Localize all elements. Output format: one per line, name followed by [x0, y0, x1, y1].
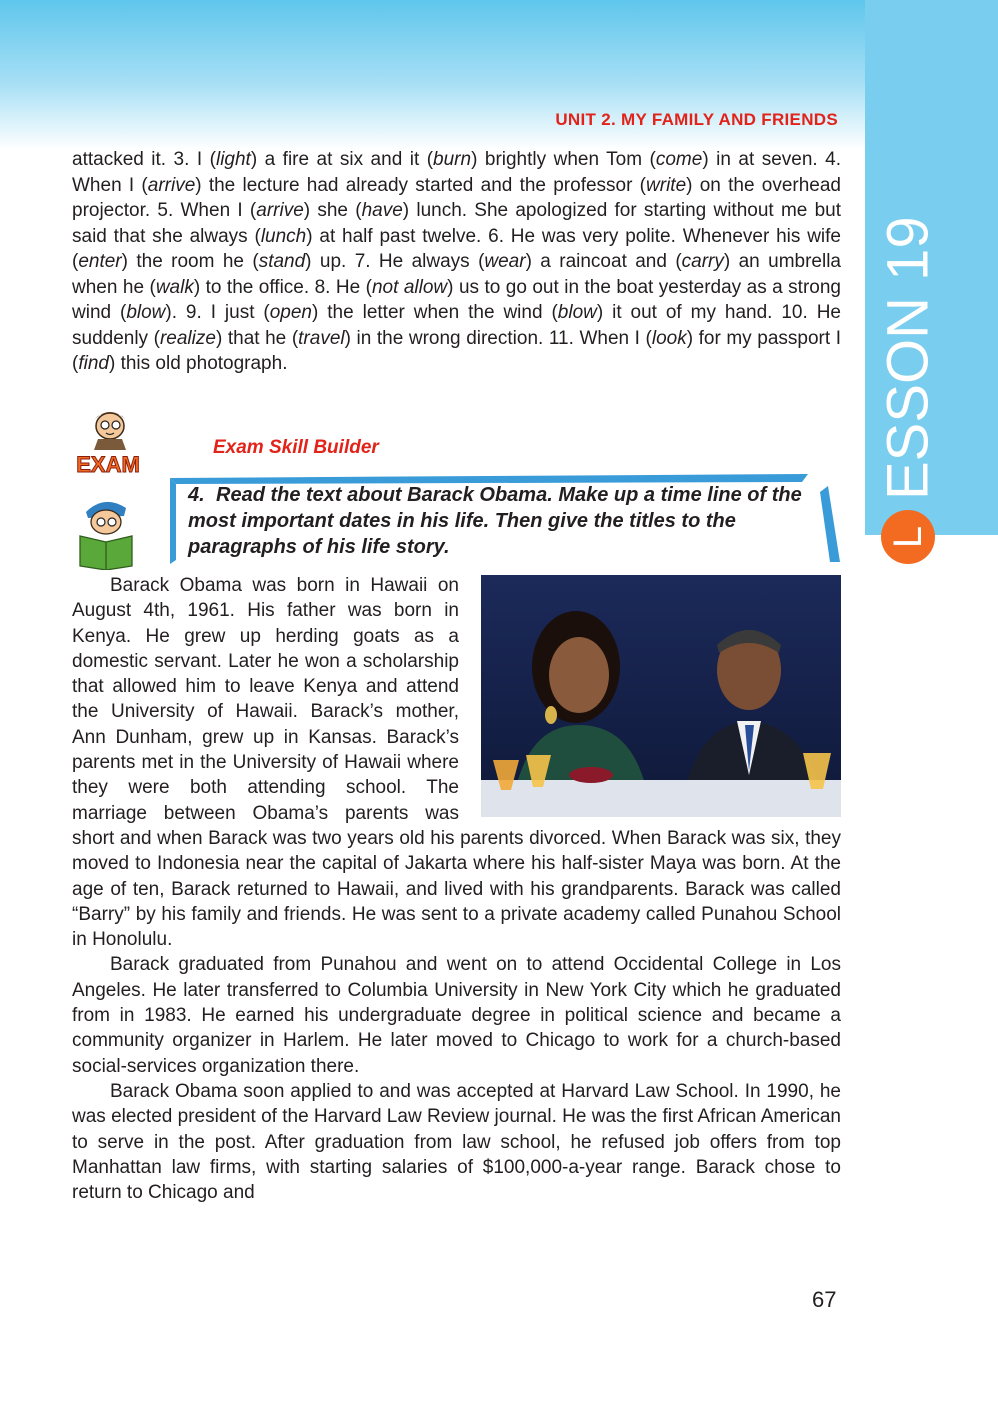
exercise-text-segment: ) this old photograph. — [108, 353, 288, 374]
exercise-text-segment: ) lunch. She apologized for starting without me but said that she always ( — [72, 200, 841, 247]
verb-prompt: look — [651, 327, 687, 349]
task-text: Read the text about Barack Obama. Make up a time line of the most important dates in his life. Then give the titles to the paragraphs of his life story. — [188, 484, 802, 558]
verb-prompt: not allow — [371, 276, 448, 298]
unit-title: UNIT 2. MY FAMILY AND FRIENDS — [555, 110, 838, 129]
verb-prompt: open — [269, 302, 313, 323]
verb-prompt: find — [78, 353, 109, 374]
exercise-text-segment: ) she ( — [303, 200, 362, 221]
exam-skill-builder-title: Exam Skill Builder — [213, 437, 379, 458]
verb-prompt: realize — [159, 327, 216, 349]
verb-prompt: arrive — [147, 174, 196, 196]
task-number: 4. — [188, 484, 205, 506]
story-paragraph-1: Barack Obama was born in Hawaii on August 4th, 1961. His father was born in Kenya. He grew up herding goats as a domestic servant. Later he won a scholarship that allowed him to leave Kenya and attend the University of Hawaii. Barack’s mother, Ann Dunham, grew up in Kansas. Barack’s parents met in the University of Hawaii where they were both attending school. The marriage between Obama’s parents was short and when Barack was two years old his parents divorced. When Barack was six, they moved to Indonesia near the capital of Jakarta where his half-sister Maya was born. At the age of ten, Barack returned to Hawaii, and lived with his grandparents. Barack was called “Barry” by his family and friends. He was sent to a private academy called Punahou School in Honolulu. — [72, 575, 841, 951]
exam-label: EXAM — [76, 452, 140, 477]
exam-boy-icon — [68, 408, 148, 478]
exercise-text-segment: ) an umbrella when he ( — [72, 251, 841, 298]
exercise-text-segment: ) brightly when Tom ( — [471, 149, 656, 170]
verb-prompt: wear — [484, 251, 526, 272]
exercise-text-segment: ) up. 7. He always ( — [305, 251, 485, 272]
exercise-text-segment: ) that he ( — [215, 327, 299, 349]
verb-prompt: arrive — [256, 200, 304, 221]
exercise-text-segment: ) on the overhead projector. 5. When I ( — [72, 174, 841, 221]
story-paragraph-3: Barack Obama soon applied to and was accepted at Harvard Law School. In 1990, he was elected president of the Harvard Law Review journal. He was the first African American to serve in the post. After graduation from law school, he refused job offers from top Manhattan law firms, with starting salaries of $100,000-a-year range. Barack chose to return to Chicago and — [72, 1080, 841, 1204]
obama-story — [72, 573, 841, 1205]
exercise-text-segment: ) in at seven. 4. When I ( — [72, 149, 842, 196]
exercise-text-segment: ) the room he ( — [121, 251, 259, 272]
verb-prompt: lunch — [260, 225, 307, 247]
exercise-text-segment: ) the lecture had already started and the professor ( — [195, 174, 647, 196]
verb-prompt: blow — [557, 302, 597, 323]
verb-prompt: travel — [298, 327, 345, 349]
verb-prompt: light — [215, 149, 251, 170]
verb-prompt: burn — [433, 149, 472, 170]
exercise-text-segment: ) it out of my hand. 10. He suddenly ( — [72, 302, 841, 349]
exercise-text-segment: ) at half past twelve. 6. He was very polite. Whenever his wife ( — [72, 225, 841, 272]
exercise-text-segment: ) to the office. 8. He ( — [193, 276, 372, 298]
lesson-title: ESSON 19 — [875, 216, 941, 500]
exercise-text-segment: ) in the wrong direction. 11. When I ( — [344, 327, 652, 349]
verb-prompt: stand — [258, 251, 306, 272]
reading-boy-icon — [68, 494, 150, 570]
exercise-text-segment: ) a fire at six and it ( — [250, 149, 434, 170]
lesson-label — [868, 200, 948, 570]
task-instruction — [188, 482, 838, 560]
verb-prompt: enter — [78, 251, 122, 272]
page-number: 67 — [812, 1287, 837, 1312]
exercise-text-segment: ) for my passport I ( — [72, 327, 841, 374]
verb-prompt: carry — [681, 251, 724, 272]
story-paragraph-2: Barack graduated from Punahou and went on to attend Occidental College in Los Angeles. He later transferred to Columbia University in New York City which he graduated from in 1983. He earned his undergraduate degree in political science and became a community organizer in Harlem. He later moved to Chicago to work for a church-based social-services organization there. — [72, 954, 841, 1077]
exercise-text-segment: ) the letter when the wind ( — [312, 302, 558, 323]
verb-prompt: come — [655, 149, 703, 170]
exercise-continuation — [72, 147, 841, 377]
verb-prompt: blow — [126, 302, 166, 323]
exercise-text-segment: ) a raincoat and ( — [525, 251, 682, 272]
exercise-text-segment: ) us to go out in the boat yesterday as a strong wind ( — [72, 276, 841, 323]
lesson-initial: L — [886, 525, 930, 549]
exercise-text-segment: attacked it. 3. I ( — [72, 149, 216, 170]
exercise-text-segment: ). 9. I just ( — [165, 302, 270, 323]
verb-prompt: walk — [155, 276, 194, 298]
obama-photo — [481, 575, 841, 817]
task-box — [168, 472, 840, 564]
verb-prompt: have — [361, 200, 403, 221]
verb-prompt: write — [646, 174, 687, 196]
